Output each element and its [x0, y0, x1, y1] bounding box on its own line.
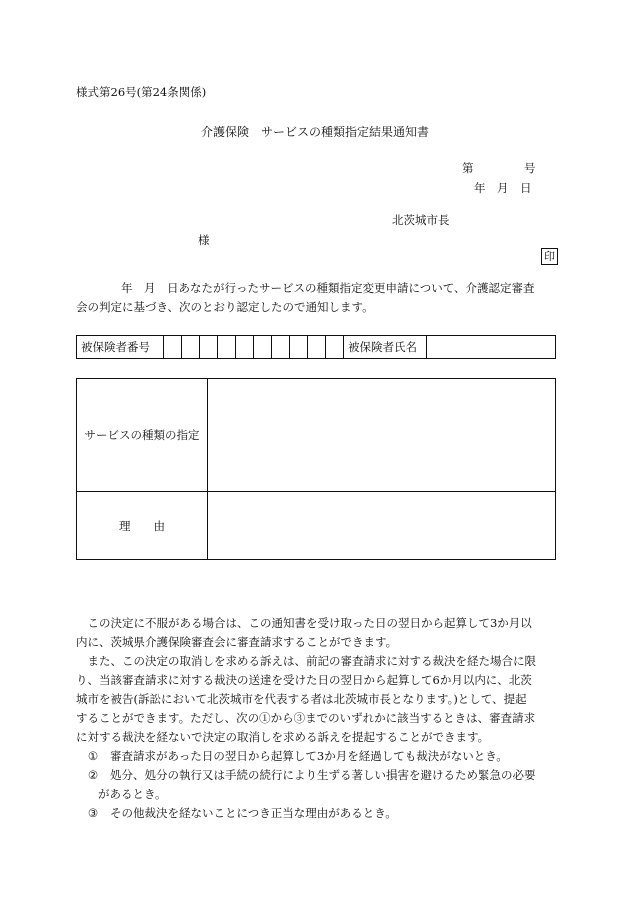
service-type-label: サービスの種類の指定: [77, 379, 208, 492]
insured-number-digit-cell[interactable]: [182, 336, 200, 359]
document-number-suffix: 号: [524, 161, 536, 175]
reason-value[interactable]: [208, 492, 556, 560]
insured-number-digit-cell[interactable]: [272, 336, 290, 359]
notice-item-line: その他裁決を経ないことにつき正当な理由があるとき。: [110, 806, 397, 820]
notice-item-line: 処分、処分の執行又は手続の続行により生ずる著しい損害を避けるため緊急の必要: [110, 768, 536, 782]
intro-line-2: 会の判定に基づき、次のとおり認定したので通知します。: [76, 300, 374, 314]
intro-paragraph: [76, 279, 556, 317]
notice-line: 内に、茨城県介護保険審査会に審査請求することができます。: [76, 635, 398, 649]
seal-mark: 印: [541, 248, 558, 265]
service-type-value[interactable]: [208, 379, 556, 492]
date-month: 月: [497, 181, 509, 195]
insured-number-digit-cell[interactable]: [218, 336, 236, 359]
notice-item-text: [110, 747, 556, 766]
notice-item-line: 審査請求があった日の翌日から起算して3か月を経過しても裁決がないとき。: [110, 749, 508, 763]
insured-number-digit-cell[interactable]: [290, 336, 308, 359]
date-year: 年: [474, 181, 486, 195]
date-day: 日: [520, 181, 532, 195]
notice-list-item: [76, 747, 556, 766]
notice-item-number: ②: [87, 768, 99, 782]
notice-list-item: [76, 804, 556, 823]
reason-label: 理 由: [77, 492, 208, 560]
insured-number-digit-cell[interactable]: [326, 336, 344, 359]
sender-name: 北茨城市長: [392, 213, 450, 227]
decision-table: [76, 378, 556, 560]
notice-line: また、この決定の取消しを求める訴えは、前記の審査請求に対する裁決を経た場合に限: [76, 654, 536, 668]
document-number-prefix: 第: [462, 161, 474, 175]
notice-line: 城市を被告(訴訟において北茨城市を代表する者は北茨城市長となります。)として、提起: [76, 692, 527, 706]
insured-number-digit-cell[interactable]: [164, 336, 182, 359]
appeal-notice: [76, 614, 556, 823]
notice-item-line: があるとき。: [98, 787, 167, 801]
notice-item-number: ③: [87, 806, 99, 820]
notice-item-text: [98, 766, 556, 804]
notice-item-number: ①: [87, 749, 99, 763]
notice-line: この決定に不服がある場合は、この通知書を受け取った日の翌日から起算して3か月以: [76, 616, 532, 630]
notice-list-item: [76, 766, 556, 804]
intro-line-1: 年 月 日あなたが行ったサービスの種類指定変更申請について、介護認定審査: [121, 281, 535, 295]
notice-line: することができます。ただし、次の①から③までのいずれかに該当するときは、審査請求: [76, 711, 536, 725]
notice-line: に対する裁決を経ないで決定の取消しを求める訴えを提起することができます。: [76, 730, 490, 744]
insured-number-digit-cell[interactable]: [254, 336, 272, 359]
recipient-suffix: 様: [198, 233, 210, 247]
notice-item-text: [110, 804, 556, 823]
insured-number-label: 被保険者番号: [77, 336, 164, 359]
insured-name-value[interactable]: [427, 336, 556, 359]
insured-number-digit-cell[interactable]: [200, 336, 218, 359]
insured-number-digit-cell[interactable]: [308, 336, 326, 359]
insured-info-table: [76, 335, 556, 359]
form-number: 様式第26号(第24条関係): [76, 85, 207, 99]
insured-number-digit-cell[interactable]: [236, 336, 254, 359]
document-title: 介護保険 サービスの種類指定結果通知書: [201, 125, 430, 139]
notice-line: り、当該審査請求に対する裁決の送達を受けた日の翌日から起算して6か月以内に、北茨: [76, 673, 532, 687]
insured-name-label: 被保険者氏名: [344, 336, 427, 359]
